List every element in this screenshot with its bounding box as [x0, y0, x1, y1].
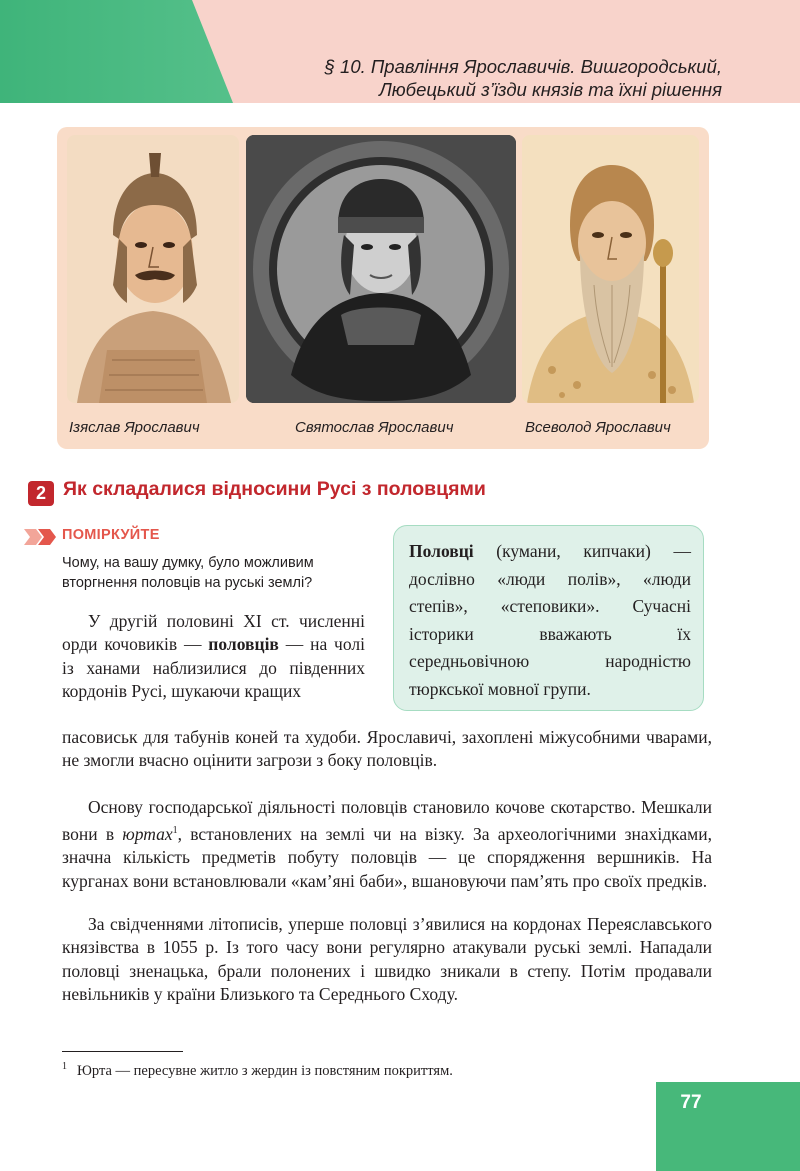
page-number-box	[656, 1082, 800, 1171]
section-number-badge: 2	[28, 481, 54, 506]
definition-box	[393, 525, 704, 711]
header-line-2: Любецький з’їзди князів та їхні рішення	[379, 79, 722, 100]
portrait-vsevolod	[522, 135, 699, 403]
paragraph-2-italic: юртах	[122, 824, 173, 845]
caption-iziaslav: Ізяслав Ярославич	[69, 419, 200, 436]
portraits-panel	[57, 127, 709, 449]
paragraph-2	[62, 796, 712, 893]
caption-vsevolod: Всеволод Ярославич	[525, 419, 671, 436]
page-header-title	[162, 55, 722, 101]
paragraph-1-text-a: У другій половині XI ст. численні орди кочовиків —	[62, 611, 365, 655]
paragraph-2-text-b: , встановлених на землі чи на візку. За археологічними знахідками, значна кількість предметів побуту половців — це спорядження вершників. На курганах вони встановлювали «кам’яні баби», вшановуючи пам’ять про своїх предків.	[62, 824, 712, 891]
page-number: 77	[680, 1092, 702, 1113]
paragraph-2-text-a: Основу господарської діяльності половців становило кочове скотарство. Мешкали вони в	[62, 797, 712, 845]
caption-sviatoslav: Святослав Ярославич	[295, 419, 454, 436]
footnote-mark: 1	[62, 1061, 67, 1072]
portrait-iziaslav	[67, 135, 239, 403]
paragraph-1-bold: половців	[208, 634, 279, 655]
footnote-reference: 1	[172, 825, 178, 837]
think-question: Чому, на вашу думку, було можливим вторгнення половців на руські землі?	[62, 555, 314, 591]
paragraph-3	[62, 913, 712, 1006]
definition-text: (кумани, кипчаки) — дослівно «люди полів», «люди степів», «степовики». Сучасні історики вважають їх середньовічною народністю тюркської мовної групи.	[409, 541, 691, 699]
think-label: ПОМІРКУЙТЕ	[62, 527, 160, 543]
footnote-text: Юрта — пересувне житло з жердин із повстяним покриттям.	[77, 1062, 453, 1079]
definition-term: Половці	[409, 541, 474, 561]
footnote-divider	[62, 1051, 183, 1052]
paragraph-3-text: За свідченнями літописів, уперше половці з’явилися на кордонах Переяславського князівства в 1055 р. Із того часу вони регулярно атакували руські землі. Нападали половці зненацька, брали полонених і швидко зникали в степу. Потім продавали невільників у країни Близького та Середнього Сходу.	[62, 914, 712, 1004]
paragraph-1-text-b: — на чолі із ханами наблизилися до південних кордонів Русі, шукаючи кращих	[62, 634, 365, 701]
paragraph-1	[62, 610, 365, 703]
think-arrow-icon	[24, 529, 58, 545]
section-title: Як складалися відносини Русі з половцями	[63, 478, 486, 500]
paragraph-1-continued: пасовиськ для табунів коней та худоби. Ярославичі, захоплені міжусобними чварами, не змогли вчасно оцінити загрози з боку половців.	[62, 727, 712, 771]
footnote	[62, 1058, 702, 1080]
header-line-1: § 10. Правління Ярославичів. Вишгородський,	[324, 56, 722, 77]
portrait-sviatoslav	[246, 135, 516, 403]
